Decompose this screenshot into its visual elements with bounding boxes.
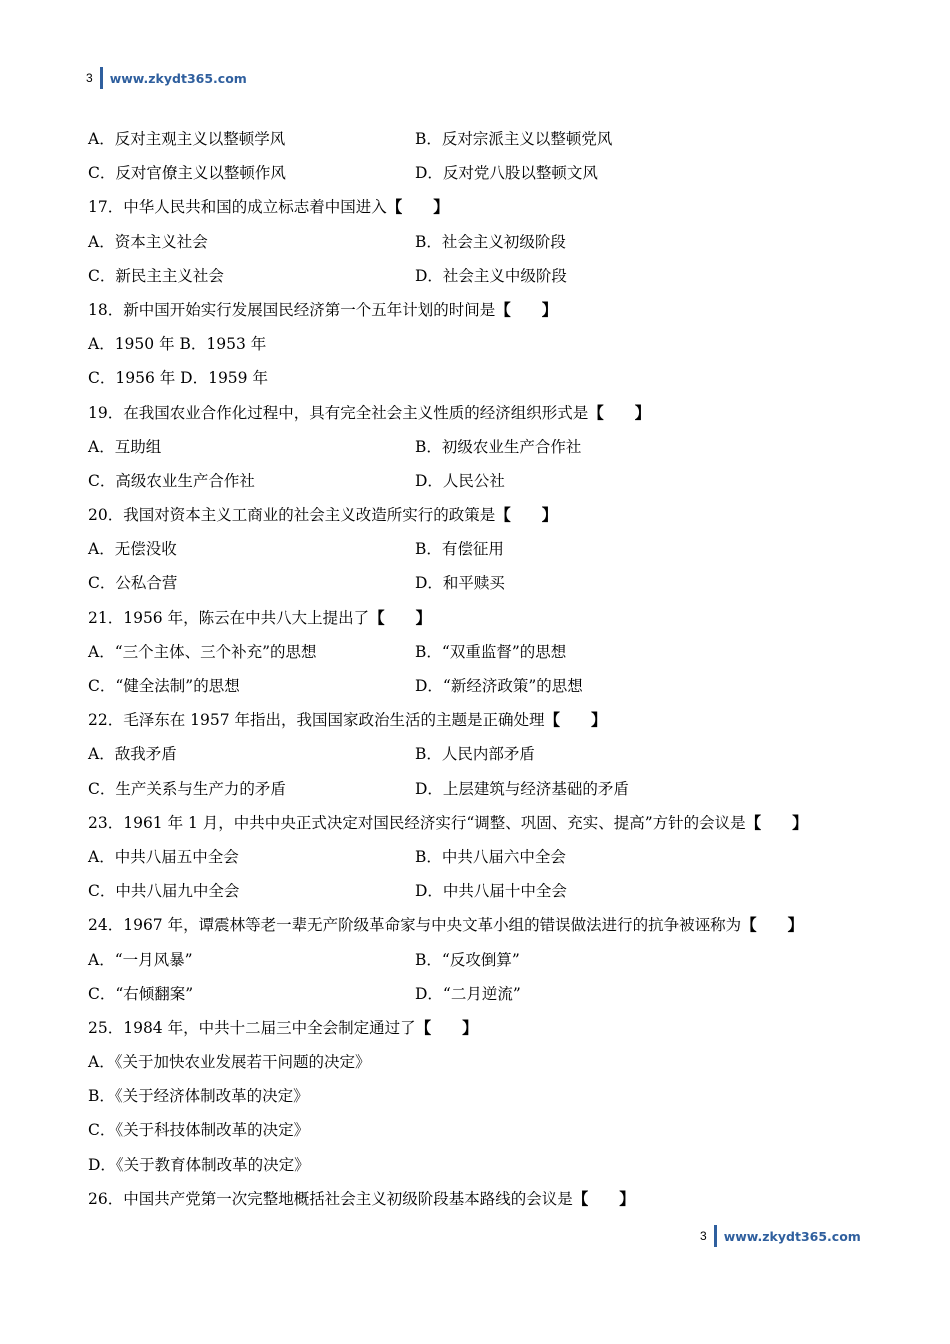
option-left: A．敌我矛盾 xyxy=(88,745,177,764)
option-text: C．《关于科技体制改革的决定》 xyxy=(88,1121,310,1140)
option-left: C．新民主主义社会 xyxy=(88,266,224,285)
question-stem xyxy=(88,298,868,332)
option-left: C．“右倾翻案” xyxy=(88,984,194,1003)
question-text: 18．新中国开始实行发展国民经济第一个五年计划的时间是 xyxy=(88,300,496,319)
answer-bracket: 【 】 xyxy=(745,812,808,832)
question-stem xyxy=(88,503,868,537)
option-row xyxy=(88,571,868,605)
option-row xyxy=(88,982,868,1016)
option-row xyxy=(88,742,868,776)
footer-divider xyxy=(714,1225,717,1247)
answer-bracket: 【 】 xyxy=(588,402,651,422)
option-row xyxy=(88,879,868,913)
option-row xyxy=(88,161,868,195)
answer-bracket: 【 】 xyxy=(415,1017,478,1037)
option-row xyxy=(88,537,868,571)
option-line xyxy=(88,1050,868,1084)
option-row xyxy=(88,674,868,708)
option-left: C．中共八届九中全会 xyxy=(88,882,240,901)
question-text: 23．1961 年 1 月，中共中央正式决定对国民经济实行“调整、巩固、充实、提高”方针的会议是 xyxy=(88,813,746,832)
option-line xyxy=(88,1153,868,1187)
option-row xyxy=(88,777,868,811)
question-stem xyxy=(88,195,868,229)
option-line xyxy=(88,1118,868,1152)
option-line xyxy=(88,332,868,366)
option-right: B．“双重监督”的思想 xyxy=(415,642,567,661)
answer-bracket: 【 】 xyxy=(369,607,432,627)
option-right: D．人民公社 xyxy=(415,471,505,490)
exam-questions xyxy=(88,127,868,1221)
question-text: 20．我国对资本主义工商业的社会主义改造所实行的政策是 xyxy=(88,506,496,525)
option-row xyxy=(88,845,868,879)
option-right: B．初级农业生产合作社 xyxy=(415,437,582,456)
option-left: A．无偿没收 xyxy=(88,540,177,559)
option-line xyxy=(88,1084,868,1118)
question-stem xyxy=(88,1187,868,1221)
answer-bracket: 【 】 xyxy=(544,710,607,730)
answer-bracket: 【 】 xyxy=(386,197,449,217)
question-stem xyxy=(88,401,868,435)
option-right: D．中共八届十中全会 xyxy=(415,882,567,901)
option-line xyxy=(88,366,868,400)
option-right: D．和平赎买 xyxy=(415,574,505,593)
option-right: B．有偿征用 xyxy=(415,540,504,559)
option-right: B．反对宗派主义以整顿党风 xyxy=(415,130,613,148)
option-row xyxy=(88,127,868,161)
page-header xyxy=(86,67,247,89)
question-text: 24．1967 年，谭震林等老一辈无产阶级革命家与中央文革小组的错误做法进行的抗争被诬称为 xyxy=(88,916,742,935)
question-text: 21．1956 年，陈云在中共八大上提出了 xyxy=(88,608,370,627)
option-right: D．“新经济政策”的思想 xyxy=(415,677,583,695)
footer-site-link[interactable]: www.zkydt365.com xyxy=(723,1228,861,1244)
option-text: D．《关于教育体制改革的决定》 xyxy=(88,1155,310,1174)
option-text: A．《关于加快农业发展若干问题的决定》 xyxy=(88,1053,371,1072)
option-left: C．反对官僚主义以整顿作风 xyxy=(88,164,286,183)
option-left: C．高级农业生产合作社 xyxy=(88,471,255,490)
question-stem xyxy=(88,811,868,845)
option-row xyxy=(88,435,868,469)
option-left: A．资本主义社会 xyxy=(88,232,208,251)
option-left: C．公私合营 xyxy=(88,574,178,593)
question-stem xyxy=(88,606,868,640)
option-row xyxy=(88,469,868,503)
answer-bracket: 【 】 xyxy=(495,505,558,525)
header-divider xyxy=(100,67,103,89)
answer-bracket: 【 】 xyxy=(741,915,804,935)
header-site-link[interactable]: www.zkydt365.com xyxy=(109,70,247,86)
question-text: 26．中国共产党第一次完整地概括社会主义初级阶段基本路线的会议是 xyxy=(88,1189,573,1208)
option-row xyxy=(88,230,868,264)
question-text: 19．在我国农业合作化过程中，具有完全社会主义性质的经济组织形式是 xyxy=(88,403,589,422)
question-stem xyxy=(88,913,868,947)
question-stem xyxy=(88,708,868,742)
question-text: 25．1984 年，中共十二届三中全会制定通过了 xyxy=(88,1018,416,1037)
option-left: A．中共八届五中全会 xyxy=(88,847,239,866)
answer-bracket: 【 】 xyxy=(495,299,558,319)
option-left: A．“三个主体、三个补充”的思想 xyxy=(88,642,317,661)
page-footer xyxy=(700,1225,861,1247)
footer-page-number: 3 xyxy=(700,1229,707,1243)
option-row xyxy=(88,264,868,298)
option-row xyxy=(88,640,868,674)
option-left: A．反对主观主义以整顿学风 xyxy=(88,130,286,148)
option-right: B．“反攻倒算” xyxy=(415,950,520,969)
option-text: B．《关于经济体制改革的决定》 xyxy=(88,1087,309,1106)
option-right: D．上层建筑与经济基础的矛盾 xyxy=(415,779,629,798)
question-text: 17．中华人民共和国的成立标志着中国进入 xyxy=(88,198,387,217)
option-left: C．“健全法制”的思想 xyxy=(88,677,240,695)
option-row xyxy=(88,948,868,982)
option-left: A．互助组 xyxy=(88,437,162,456)
header-page-number: 3 xyxy=(86,71,93,85)
option-right: B．社会主义初级阶段 xyxy=(415,232,566,251)
option-text: A．1950 年 B．1953 年 xyxy=(88,335,267,354)
option-right: D．“二月逆流” xyxy=(415,984,521,1003)
option-left: C．生产关系与生产力的矛盾 xyxy=(88,779,286,798)
option-right: D．反对党八股以整顿文风 xyxy=(415,164,598,183)
option-right: B．人民内部矛盾 xyxy=(415,745,535,764)
question-stem xyxy=(88,1016,868,1050)
question-text: 22．毛泽东在 1957 年指出，我国国家政治生活的主题是正确处理 xyxy=(88,711,545,730)
option-left: A．“一月风暴” xyxy=(88,950,193,969)
option-text: C．1956 年 D．1959 年 xyxy=(88,369,268,388)
option-right: B．中共八届六中全会 xyxy=(415,847,566,866)
answer-bracket: 【 】 xyxy=(572,1188,635,1208)
option-right: D．社会主义中级阶段 xyxy=(415,266,567,285)
